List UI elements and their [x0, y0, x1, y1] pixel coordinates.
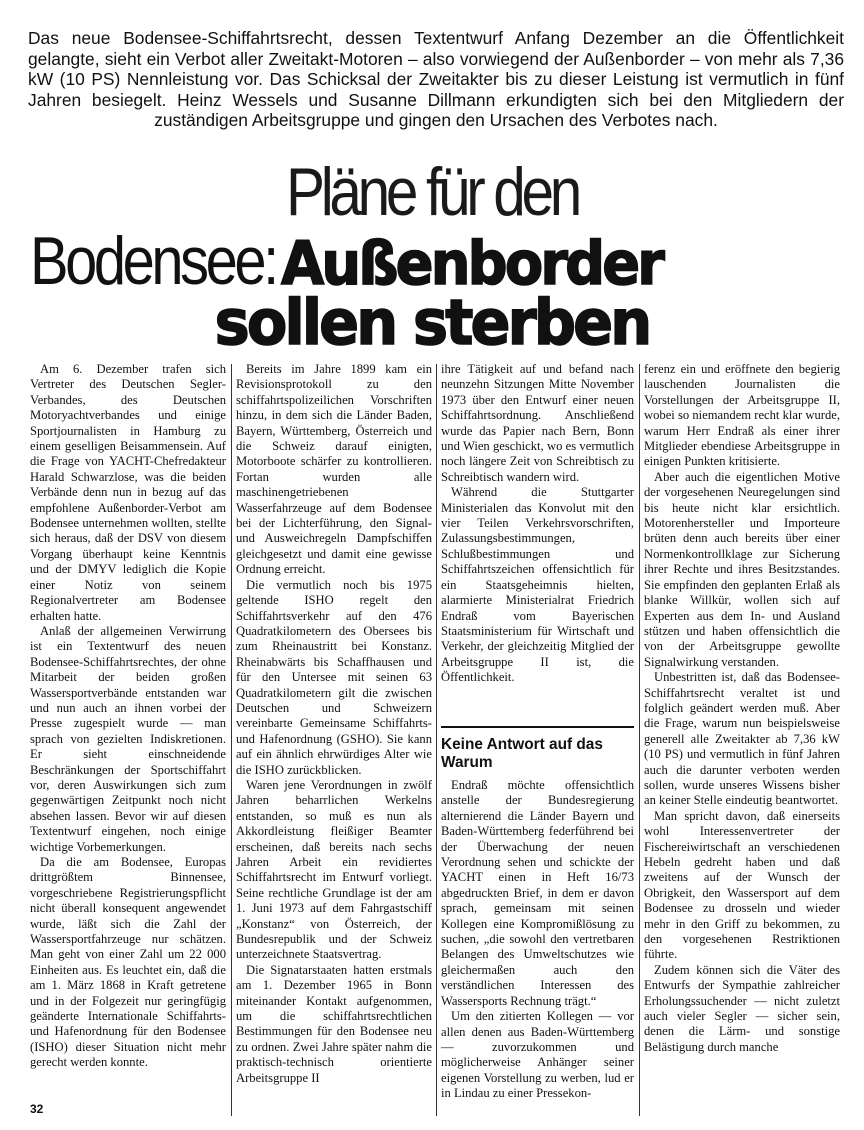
paragraph: Am 6. Dezember trafen sich Vertreter des Deutschen Segler-Verbandes, des Deutschen Motoryachtverbandes und einige Sportjournalisten in Hamburg zu einem geselligen Beisammensein. Auf die Frage von YACHT-Chefredakteur Harald Schwarzlose, was die beiden Verbände denn nun in bezug auf das empfohlene Außenborder-Verbot am Bodensee unternehmen wollten, stellte sich heraus, daß der DSV von diesem Vorgang überhaupt keine Kenntnis und der DMYV lediglich die Kopie einer Notiz von seinem Regionalvertreter am Bodensee erhalten hatte.: [30, 362, 226, 623]
paragraph: ferenz ein und eröffnete den begierig lauschenden Journalisten die Vorstellungen der Arbeitsgruppe II, wobei so niemandem recht klar wurde, warum Herr Endraß als einer ihrer Mitglieder ebendiese Arbeitsgruppe in einigen Punkten kritisierte.: [644, 362, 840, 469]
paragraph: Endraß möchte offensichtlich anstelle der Bundesregierung alternierend die Länder Bayern und Baden-Württemberg federführend bei der Überwachung der neuen Verordnung sehen und schickte der YACHT einen in Heft 16/73 abgedruckten Brief, in dem er davon sprach, gemeinsam mit seinen Kollegen eine Kompromißlösung zu suchen, „die sowohl den vertretbaren Belangen des Umweltschutzes wie gleichermaßen auch den verständlichen Interessen des Wassersports Rechnung trägt.“: [441, 778, 634, 1008]
headline-bold-word: Außenborder: [281, 229, 663, 299]
paragraph: Die vermutlich noch bis 1975 geltende ISHO regelt den Schiffahrtsverkehr auf den 476 Quadratkilometern des Obersees bis zum Rheinaustritt bei Konstanz. Rheinabwärts bis Schaffhausen und für den Untersee mit seinen 63 Quadratkilometern gilt die zwischen Deutschen und Schweizern vereinbarte Gemeinsame Schiffahrts- und Hafenordnung (GSHO). Sie kann auf ein ähnlich ehrwürdiges Alter wie die ISHO zurückblicken.: [236, 577, 432, 777]
paragraph: Anlaß der allgemeinen Verwirrung ist ein Textentwurf des neuen Bodensee-Schiffahrtsrechtes, der ohne Mitarbeit der beiden großen Wassersportverbände entstanden war und nun auch an ihnen vorbei der Presse zugespielt wurde — man sprach von gezielten Indiskretionen. Er sieht einschneidende Beschränkungen der Sportschiffahrt vor, deren Auswirkungen sich zum gegenwärtigen Zeitpunkt noch nicht absehen lassen. Bevor wir auf diesen Textentwurf eingehen, noch einige wichtige Vorbemerkungen.: [30, 623, 226, 854]
paragraph: Um den zitierten Kollegen — vor allen denen aus Baden-Württemberg — zuvorzukommen und möglicherweise Anhänger seiner eigenen Vorstellung zu werben, lud er in Lindau zu einer Pressekon-: [441, 1009, 634, 1101]
column-rule: [639, 364, 640, 1116]
headline-line-3: sollen sterben: [214, 286, 650, 359]
page-number: 32: [30, 1102, 44, 1116]
paragraph: Man spricht davon, daß einerseits wohl Interessenvertreter der Fischereiwirtschaft an verschiedenen Hebeln gedreht haben und daß zweitens auf der Wunsch der Obrigkeit, den Wassersport auf dem Bodensee zu drosseln und wieder mehr in den Griff zu bekommen, zu den vorgesehenen Restriktionen führte.: [644, 808, 840, 962]
headline-light-word: Bodensee:: [30, 223, 276, 299]
paragraph: Die Signatarstaaten hatten erstmals am 1. Dezember 1965 in Bonn miteinander Kontakt aufgenommen, um die schiffahrtsrechtlichen Bestimmungen für den Bodensee neu zu ordnen. Zwei Jahre später nahm die praktisch-technisch orientierte Arbeitsgruppe II: [236, 962, 432, 1085]
article-column-1: [30, 362, 226, 1071]
paragraph: Bereits im Jahre 1899 kam ein Revisionsprotokoll zu den schiffahrtspolizeilichen Vorschriften hinzu, in dem sich die Länder Baden, Bayern, Württemberg, Österreich und die Schweiz darauf einigten, Motorboote schärfer zu kontrollieren. Fortan wurden alle maschinengetriebenen Wasserfahrzeuge auf dem Bodensee bei der Lichterführung, den Signal- und Ausweichregeln Dampfschiffen gleichgesetzt und damit eine gewisse Ordnung erreicht.: [236, 362, 432, 577]
paragraph: Da die am Bodensee, Europas drittgrößtem Binnensee, vorgeschriebene Registrierungspflicht nicht überall konsequent angewendet wurde, läßt sich die Zahl der Wassersportfahrzeuge nur schätzen. Man geht von einer Zahl um 22 000 Einheiten aus. Es leuchtet ein, daß die am 1. März 1868 in Kraft getretene und in der Folgezeit nur geringfügig geänderte Internationale Schiffahrts- und Hafenordnung für den Bodensee (ISHO) dieser Situation nicht mehr gerecht werden konnte.: [30, 855, 226, 1070]
paragraph: Aber auch die eigentlichen Motive der vorgesehenen Neuregelungen sind bis heute nicht klar ersichtlich. Motorenhersteller und Importeure brüten denn auch bereits über einer Normenkontrollklage zur Sicherung ihrer Rechte und ihres Besitzstandes. Sie empfinden den geplanten Erlaß als blanke Willkür, wollen sich auf Experten aus dem In- und Ausland stützen und haben offensichtlich die von der Arbeitsgruppe gewollte Signalwirkung verstanden.: [644, 469, 840, 669]
paragraph: Während die Stuttgarter Ministerialen das Konvolut mit den vier Teilen Verkehrsvorschriften, Zulassungsbestimmungen, Schlußbestimmungen und Schiffahrtszeichen offensichtlich für ein Staatsgeheimnis hielten, alarmierte Ministerialrat Friedrich Endraß vom Bayerischen Staatsministerium für Wirtschaft und Verkehr, der gleichzeitig Mitglied der Arbeitsgruppe II ist, die Öffentlichkeit.: [441, 485, 634, 685]
article-column-4: [644, 362, 840, 1055]
column-rule: [436, 364, 437, 1116]
subhead: Keine Antwort auf das Warum: [441, 736, 603, 771]
lead-paragraph: Das neue Bodensee-Schiffahrtsrecht, dessen Textentwurf Anfang Dezember an die Öffentlichkeit gelangte, sieht ein Verbot aller Zweitakt-Motoren – also vorwiegend der Außenborder – von mehr als 7,36 kW (10 PS) Nennleistung vor. Das Schicksal der Zweitakter bis zu dieser Leistung ist vermutlich in fünf Jahren besiegelt. Heinz Wessels und Susanne Dillmann erkundigten sich bei den Mitgliedern der zuständigen Arbeitsgruppe und gingen den Ursachen des Verbotes nach.: [28, 28, 844, 131]
paragraph: Unbestritten ist, daß das Bodensee-Schiffahrtsrecht veraltet ist und folglich geändert werden muß. Aber die Frage, warum nun beispielsweise generell alle Zweitakter ab 7,36 kW (10 PS) und vermutlich in fünf Jahren auch die darunter verboten werden sollen, wurde unseres Wissens bisher an keiner Stelle eindeutig beantwortet.: [644, 670, 840, 808]
article-column-3-continued: [441, 778, 634, 1102]
paragraph: Zudem können sich die Väter des Entwurfs der Sympathie zahlreicher Erholungssuchender — nicht zuletzt auch vieler Segler — sicher sein, denen die Lärm- und sonstige Belästigung durch manche: [644, 962, 840, 1054]
paragraph: ihre Tätigkeit auf und befand nach neunzehn Sitzungen Mitte November 1973 über den Entwurf einer neuen Schiffahrtsordnung. Anschließend wurde das Papier nach Bern, Bonn und Wien geschickt, wo es vermutlich noch längere Zeit von Schreibtisch zu Schreibtisch wandern wird.: [441, 362, 634, 484]
article-column-2: [236, 362, 432, 1086]
subhead-box: [441, 726, 634, 776]
headline: [0, 0, 864, 360]
column-rule: [231, 364, 232, 1116]
article-column-3: [441, 362, 634, 686]
paragraph: Waren jene Verordnungen in zwölf Jahren beharrlichen Werkelns entstanden, so muß es nun als Akkordleistung fleißiger Beamter erscheinen, daß bereits nach sechs Jahren Arbeit ein revidiertes Schiffahrtsrecht im Entwurf vorliegt. Seine rechtliche Grundlage ist der am 1. Juni 1973 auf dem Fahrgastschiff „Konstanz“ von Österreich, der Bundesrepublik und der Schweiz unterzeichnete Staatsvertrag.: [236, 777, 432, 962]
headline-line-1: Pläne für den: [286, 154, 578, 230]
